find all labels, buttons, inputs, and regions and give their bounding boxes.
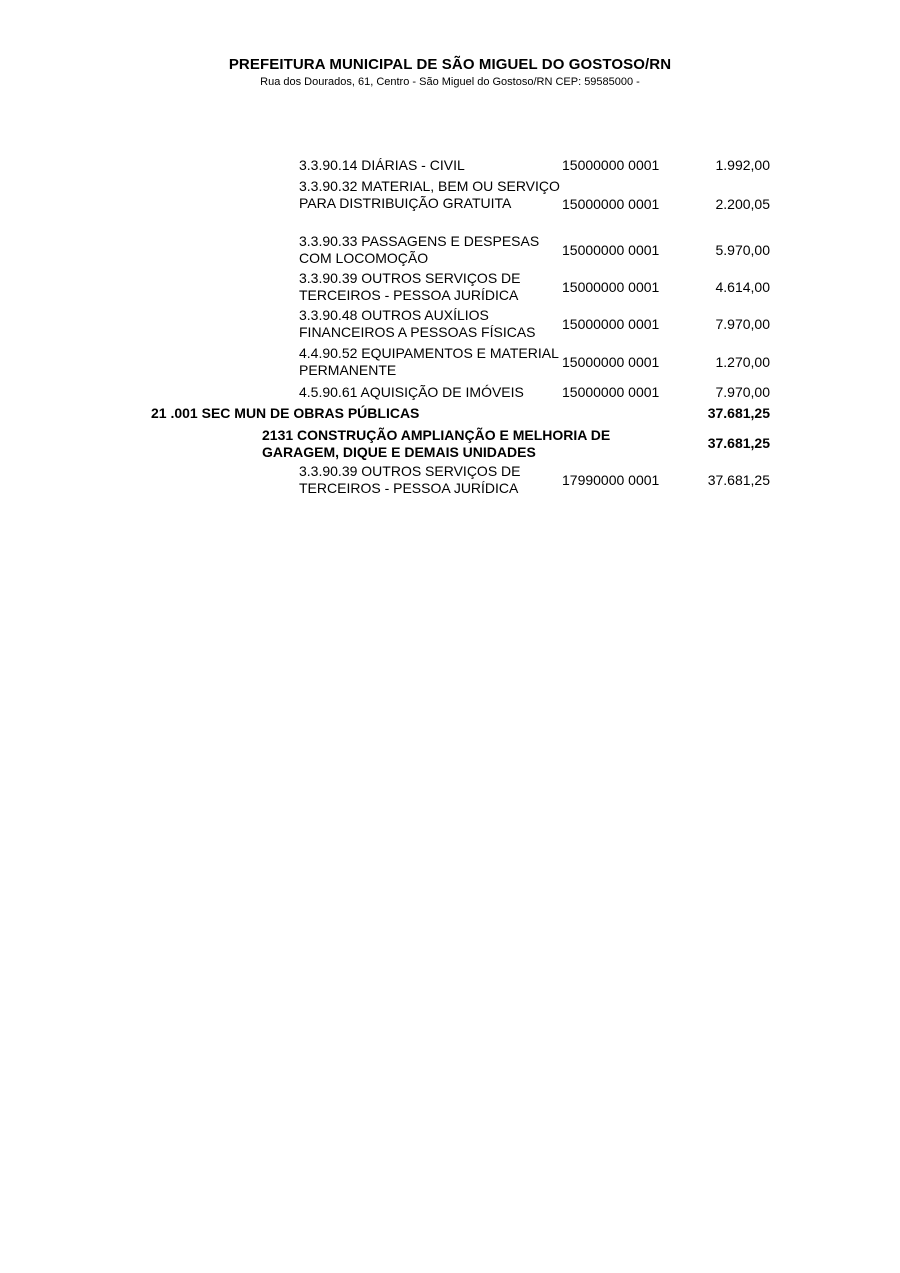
unit-description: 21 .001 SEC MUN DE OBRAS PÚBLICAS bbox=[151, 405, 420, 421]
expense-description: 3.3.90.14 DIÁRIAS - CIVIL bbox=[299, 157, 465, 173]
resource-source: 15000000 0001 bbox=[562, 384, 660, 400]
resource-source: 15000000 0001 bbox=[562, 196, 660, 212]
expense-description: 3.3.90.39 OUTROS SERVIÇOS DE TERCEIROS - PESSOA JURÍDICA bbox=[299, 270, 521, 303]
municipality-title: PREFEITURA MUNICIPAL DE SÃO MIGUEL DO GOSTOSO/RN bbox=[228, 56, 672, 73]
expense-amount: 1.992,00 bbox=[715, 157, 770, 173]
expense-description: 3.3.90.32 MATERIAL, BEM OU SERVIÇO PARA DISTRIBUIÇÃO GRATUITA bbox=[299, 178, 560, 211]
action-amount: 37.681,25 bbox=[707, 435, 770, 451]
unit-amount: 37.681,25 bbox=[707, 405, 770, 421]
expense-amount: 7.970,00 bbox=[715, 316, 770, 332]
expense-description: 4.4.90.52 EQUIPAMENTOS E MATERIAL PERMANENTE bbox=[299, 345, 559, 378]
expense-amount: 4.614,00 bbox=[715, 279, 770, 295]
resource-source: 15000000 0001 bbox=[562, 157, 660, 173]
expense-description: 3.3.90.48 OUTROS AUXÍLIOS FINANCEIROS A PESSOAS FÍSICAS bbox=[299, 307, 536, 340]
document-header bbox=[0, 56, 900, 89]
action-description: 2131 CONSTRUÇÃO AMPLIANÇÃO E MELHORIA DE GARAGEM, DIQUE E DEMAIS UNIDADES bbox=[262, 427, 611, 460]
expense-description: 4.5.90.61 AQUISIÇÃO DE IMÓVEIS bbox=[299, 384, 524, 400]
resource-source: 17990000 0001 bbox=[562, 472, 660, 488]
resource-source: 15000000 0001 bbox=[562, 242, 660, 258]
expense-amount: 7.970,00 bbox=[715, 384, 770, 400]
expense-amount: 1.270,00 bbox=[715, 354, 770, 370]
expense-description: 3.3.90.33 PASSAGENS E DESPESAS COM LOCOMOÇÃO bbox=[299, 233, 540, 266]
resource-source: 15000000 0001 bbox=[562, 279, 660, 295]
municipality-address: Rua dos Dourados, 61, Centro - São Miguel do Gostoso/RN CEP: 59585000 - bbox=[260, 76, 640, 88]
expense-amount: 37.681,25 bbox=[707, 472, 770, 488]
resource-source: 15000000 0001 bbox=[562, 316, 660, 332]
expense-description: 3.3.90.39 OUTROS SERVIÇOS DE TERCEIROS - PESSOA JURÍDICA bbox=[299, 463, 521, 496]
resource-source: 15000000 0001 bbox=[562, 354, 660, 370]
expense-amount: 2.200,05 bbox=[715, 196, 770, 212]
expense-amount: 5.970,00 bbox=[715, 242, 770, 258]
